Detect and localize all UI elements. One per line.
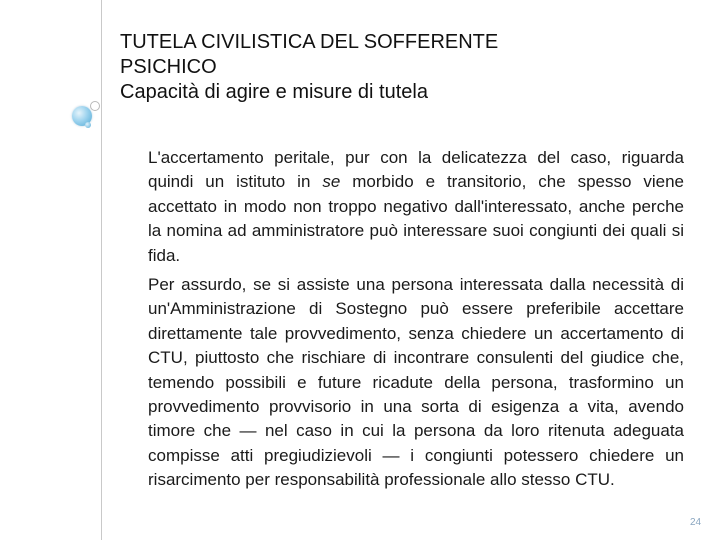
decorative-vertical-line xyxy=(101,0,102,540)
decorative-small-bubble-icon xyxy=(85,122,91,128)
paragraph-1-text-a: L'accertamento peritale, pur con la delicatezza del caso, riguarda quindi un istituto in xyxy=(148,148,684,192)
paragraph-2: Per assurdo, se si assiste una persona interessata dalla necessità di un'Amministrazione di Sostegno può essere preferibile accettare direttamente tale provvedimento, senza chiedere un accertamento di CTU, piuttosto che rischiare di incontrare consulenti del giudice che, temendo possibili e future ricadute della persona, trasformino un provvedimento provvisorio in una sorta di esigenza a vita, avendo timore che — nel caso in cui la persona da loro ritenuta adeguata compisse atti pregiudizievoli — i congiunti potessero chiedere un risarcimento per responsabilità professionale allo stesso CTU. xyxy=(148,275,684,490)
slide-title xyxy=(120,30,680,105)
page-number: 24 xyxy=(690,517,702,528)
title-line-1: TUTELA CIVILISTICA DEL SOFFERENTE xyxy=(120,31,499,53)
slide-body xyxy=(148,146,684,493)
paragraph-1-text-b: morbido e transitorio, che spesso viene accettato in modo non troppo negativo dall'interessato, anche perche la nomina ad amministratore può interessare suoi congiunti dei quali si fida. xyxy=(148,172,684,265)
slide-subtitle: Capacità di agire e misure di tutela xyxy=(120,81,428,103)
paragraph-1-italic: se xyxy=(322,172,341,192)
decorative-small-bubble-icon xyxy=(90,101,100,111)
paragraph-1 xyxy=(148,146,684,268)
title-line-2: PSICHICO xyxy=(120,56,217,78)
